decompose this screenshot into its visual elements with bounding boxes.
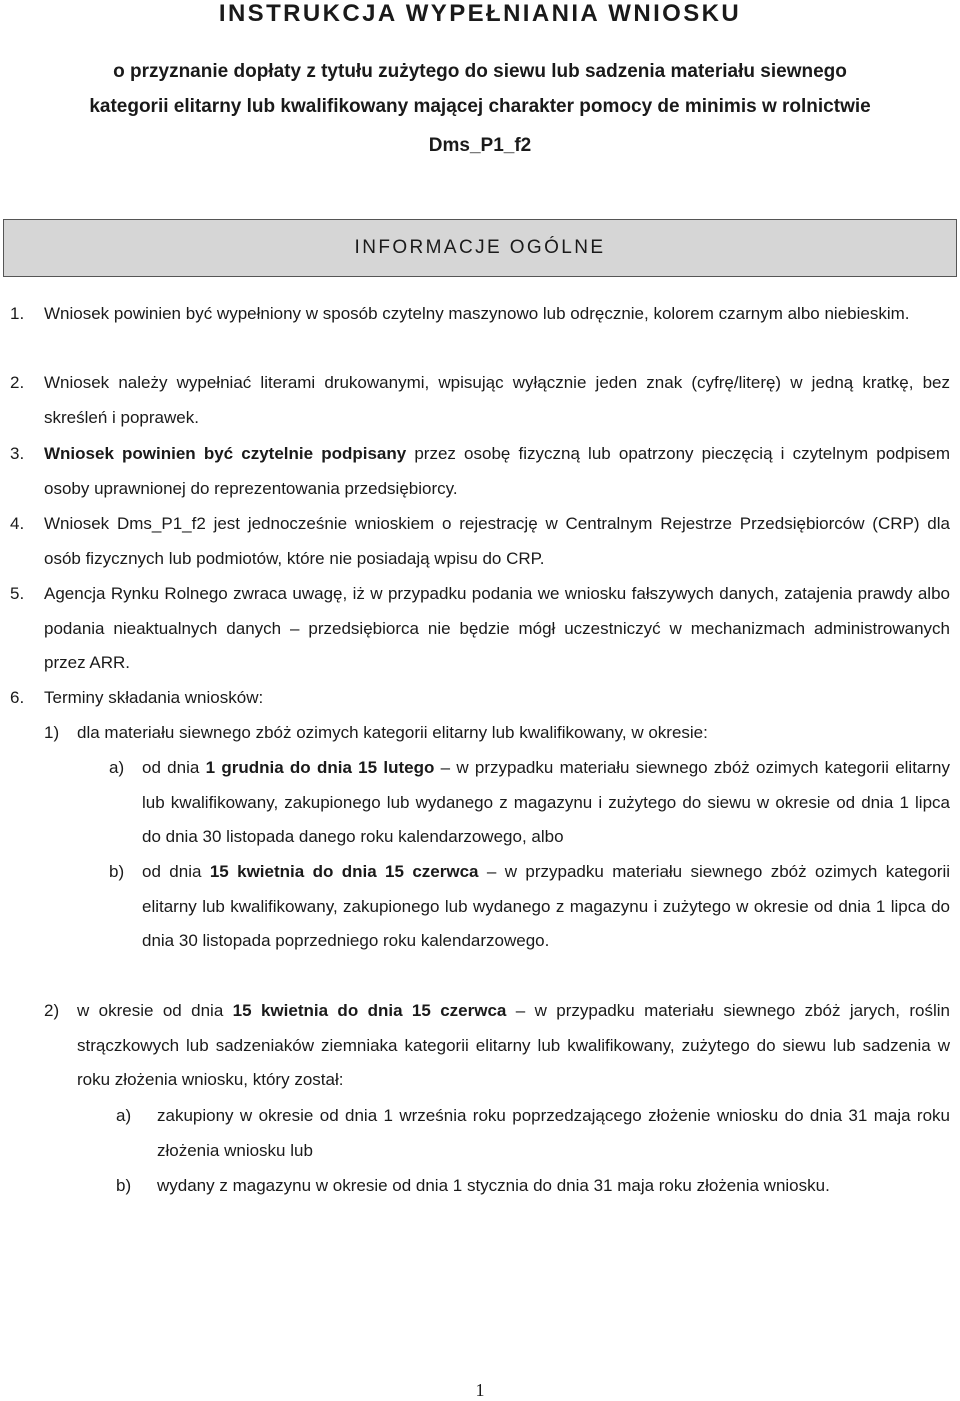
term-letter-text: wydany z magazynu w okresie od dnia 1 stycznia do dnia 31 maja roku złożenia wniosku. bbox=[157, 1176, 830, 1195]
list-item-5 bbox=[10, 577, 950, 681]
term-number: 2) bbox=[44, 1001, 60, 1020]
list-item-1 bbox=[10, 297, 950, 332]
list-item-4 bbox=[10, 507, 950, 576]
list-item-6 bbox=[10, 681, 950, 716]
term-1-a bbox=[109, 751, 950, 855]
page-number: 1 bbox=[475, 1380, 485, 1400]
list-item-number: 6. bbox=[10, 688, 25, 707]
list-item-text: Agencja Rynku Rolnego zwraca uwagę, iż w przypadku podania we wniosku fałszywych danych, zatajenia prawdy albo podania nieaktualnych danych – przedsiębiorca nie będzie mógł uczestniczyć w mechanizmach administrowanych przez ARR. bbox=[44, 584, 950, 672]
list-item-number: 2. bbox=[10, 373, 25, 392]
section-header-box bbox=[3, 219, 957, 277]
list-item-text: Wniosek Dms_P1_f2 jest jednocześnie wnioskiem o rejestrację w Centralnym Rejestrze Przedsiębiorców (CRP) dla osób fizycznych lub podmiotów, które nie posiadają wpisu do CRP. bbox=[44, 514, 950, 568]
list-item-text: Wniosek powinien być wypełniony w sposób czytelny maszynowo lub odręcznie, kolorem czarnym albo niebieskim. bbox=[44, 304, 910, 323]
section-title: INFORMACJE OGÓLNE bbox=[354, 237, 606, 258]
term-number: 1) bbox=[44, 723, 60, 742]
list-item-2 bbox=[10, 366, 950, 435]
list-item-number: 3. bbox=[10, 444, 25, 463]
list-item-rest-text: przez osobę fizyczną lub opatrzony pieczęcią i czytelnym podpisem osoby uprawnionej do reprezentowania przedsiębiorcy. bbox=[44, 444, 950, 498]
list-item-3 bbox=[10, 437, 950, 506]
term-2 bbox=[44, 994, 950, 1098]
term-letter: b) bbox=[116, 1176, 132, 1195]
term-letter: a) bbox=[109, 758, 125, 777]
term-text: dla materiału siewnego zbóż ozimych kategorii elitarny lub kwalifikowany, w okresie: bbox=[77, 723, 708, 742]
date-range-bold: 15 kwietnia do dnia 15 czerwca bbox=[209, 862, 479, 881]
list-item-text bbox=[44, 437, 950, 506]
list-item-number: 1. bbox=[10, 304, 25, 323]
term-text: w okresie od dnia 15 kwietnia do dnia 15 czerwca – w przypadku materiału siewnego zbóż jarych, roślin strączkowych lub sadzeniaków ziemniaka kategorii elitarny lub kwalifikowany, zużytego do siewu lub sadzenia w roku złożenia wniosku, który został: bbox=[77, 1001, 950, 1089]
form-code: Dms_P1_f2 bbox=[428, 135, 532, 156]
term-1 bbox=[44, 716, 950, 751]
term-2-b bbox=[116, 1169, 950, 1204]
list-item-text: Terminy składania wniosków: bbox=[44, 688, 264, 707]
term-letter-text: od dnia 15 kwietnia do dnia 15 czerwca – w przypadku materiału siewnego zbóż ozimych kategorii elitarny lub kwalifikowany, zakupionego lub wydanego z magazynu i zużytego w okresie od dnia 1 lipca do dnia 30 listopada poprzedniego roku kalendarzowego. bbox=[142, 862, 950, 950]
term-1-b bbox=[109, 855, 950, 959]
subtitle-line-2: kategorii elitarny lub kwalifikowany mającej charakter pomocy de minimis w rolnictwie bbox=[89, 96, 871, 117]
list-item-bold-text: Wniosek powinien być czytelnie podpisany bbox=[44, 444, 407, 463]
term-letter: a) bbox=[116, 1106, 132, 1125]
list-item-number: 4. bbox=[10, 514, 25, 533]
term-2-a bbox=[116, 1099, 950, 1168]
page-title: INSTRUKCJA WYPEŁNIANIA WNIOSKU bbox=[218, 0, 742, 27]
term-letter-text: od dnia 1 grudnia do dnia 15 lutego – w przypadku materiału siewnego zbóż ozimych kategorii elitarny lub kwalifikowany, zakupionego lub wydanego z magazynu i zużytego do siewu w okresie od dnia 1 lipca do dnia 30 listopada danego roku kalendarzowego, albo bbox=[142, 758, 950, 846]
date-range-bold: 15 kwietnia do dnia 15 czerwca bbox=[232, 1001, 507, 1020]
list-item-number: 5. bbox=[10, 584, 25, 603]
term-letter: b) bbox=[109, 862, 125, 881]
list-item-text: Wniosek należy wypełniać literami drukowanymi, wpisując wyłącznie jeden znak (cyfrę/literę) w jedną kratkę, bez skreśleń i poprawek. bbox=[44, 373, 950, 427]
date-range-bold: 1 grudnia do dnia 15 lutego bbox=[205, 758, 435, 777]
subtitle-line-1: o przyznanie dopłaty z tytułu zużytego do siewu lub sadzenia materiału siewnego bbox=[113, 61, 847, 82]
term-letter-text: zakupiony w okresie od dnia 1 września roku poprzedzającego złożenie wniosku do dnia 31 maja roku złożenia wniosku lub bbox=[157, 1106, 950, 1160]
